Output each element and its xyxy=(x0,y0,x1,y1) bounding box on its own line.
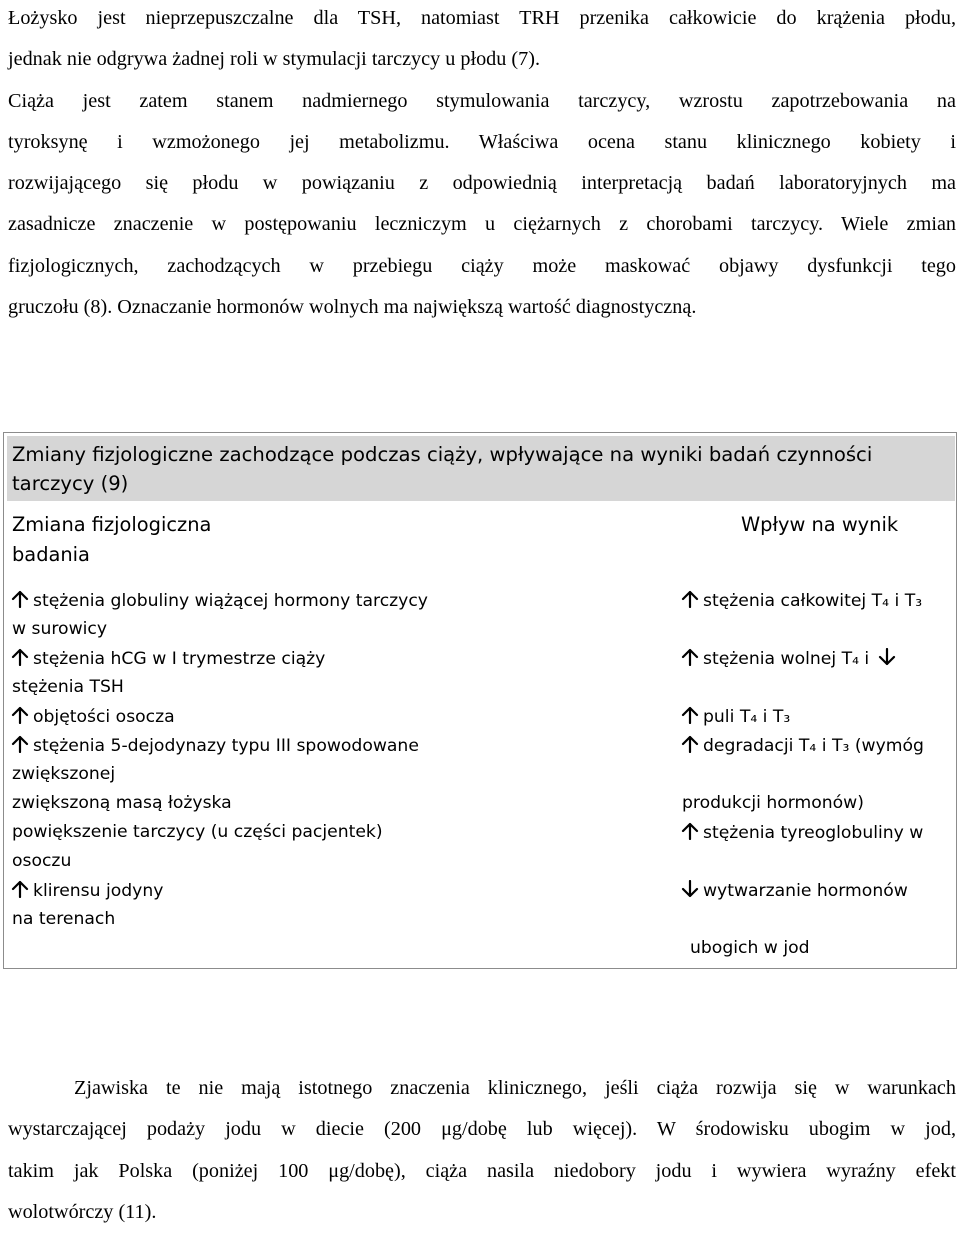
change-item: stężenia hCG w I trymestrze ciąży xyxy=(10,648,325,669)
effect-item: puli T₄ i T₃ xyxy=(680,706,790,727)
intro-paragraph xyxy=(8,0,956,328)
intro-line: zasadnicze znaczenie w postępowaniu leczniczym u ciężarnych z chorobami tarczycy. Wiele zmian xyxy=(8,213,956,236)
arrow-down-icon xyxy=(680,880,702,898)
column-header-change: Zmiana fizjologiczna xyxy=(12,513,212,536)
effect-item: stężenia całkowitej T₄ i T₃ xyxy=(680,590,922,611)
table-title-line: tarczycy (9) xyxy=(12,472,129,495)
effect-item-cont: produkcji hormonów) xyxy=(682,793,864,813)
arrow-up-icon xyxy=(680,648,702,666)
outro-line: takim jak Polska (poniżej 100 μg/dobę), ciąża nasila niedobory jodu i wywiera wyraźny efekt xyxy=(8,1159,956,1182)
table-title-line: Zmiany fizjologiczne zachodzące podczas ciąży, wpływające na wyniki badań czynności xyxy=(12,443,873,466)
arrow-up-icon xyxy=(680,735,702,753)
intro-line: fizjologicznych, zachodzących w przebiegu ciąży może maskować objawy dysfunkcji tego xyxy=(8,254,956,277)
intro-line: Ciąża jest zatem stanem nadmiernego stymulowania tarczycy, wzrostu zapotrzebowania na xyxy=(8,89,956,112)
intro-line: tyroksynę i wzmożonego jej metabolizmu. Właściwa ocena stanu klinicznego kobiety i xyxy=(8,130,956,153)
change-item-cont: zwiększoną masą łożyska xyxy=(12,793,232,813)
arrow-up-icon xyxy=(10,735,32,753)
change-item-cont: na terenach xyxy=(12,909,116,929)
effect-item: wytwarzanie hormonów xyxy=(680,880,908,901)
intro-line: rozwijającego się płodu w powiązaniu z odpowiednią interpretacją badań laboratoryjnych ma xyxy=(8,172,956,195)
change-item-cont: osoczu xyxy=(12,851,72,871)
change-item: stężenia globuliny wiążącej hormony tarczycy xyxy=(10,590,428,611)
change-item-cont: zwiększonej xyxy=(12,764,116,784)
outro-line: wolotwórczy (11). xyxy=(8,1200,157,1223)
arrow-up-icon xyxy=(10,648,32,666)
effect-item: stężenia wolnej T₄ i xyxy=(680,648,900,669)
intro-line: Łożysko jest nieprzepuszczalne dla TSH, natomiast TRH przenika całkowicie do krążenia płodu, xyxy=(8,7,956,29)
change-item: klirensu jodyny xyxy=(10,880,163,901)
change-item: powiększenie tarczycy (u części pacjentek) xyxy=(12,822,383,842)
column-header-effect: Wpływ na wynik xyxy=(741,513,899,536)
effect-item-cont: ubogich w jod xyxy=(690,938,810,958)
arrow-up-icon xyxy=(680,822,702,840)
column-header-change-cont: badania xyxy=(12,543,90,566)
outro-line: wystarczającej podaży jodu w diecie (200 μg/dobę lub więcej). W środowisku ubogim w jod, xyxy=(8,1118,956,1141)
arrow-up-icon xyxy=(680,590,702,608)
change-item-cont: w surowicy xyxy=(12,619,108,639)
change-item-cont: stężenia TSH xyxy=(12,677,124,697)
arrow-up-icon xyxy=(10,880,32,898)
arrow-down-icon xyxy=(877,648,899,666)
thyroid-changes-table xyxy=(3,432,957,969)
outro-paragraph xyxy=(8,1068,956,1233)
arrow-up-icon xyxy=(10,706,32,724)
outro-line: Zjawiska te nie mają istotnego znaczenia klinicznego, jeśli ciąża rozwija się w warunkach xyxy=(74,1077,956,1099)
table-title-bar xyxy=(7,436,955,501)
intro-line: jednak nie odgrywa żadnej roli w stymulacji tarczycy u płodu (7). xyxy=(8,48,540,71)
arrow-up-icon xyxy=(680,706,702,724)
intro-line: gruczołu (8). Oznaczanie hormonów wolnych ma największą wartość diagnostyczną. xyxy=(8,296,697,319)
arrow-up-icon xyxy=(10,590,32,608)
change-item: objętości osocza xyxy=(10,706,175,727)
change-item: stężenia 5-dejodynazy typu III spowodowane xyxy=(10,735,419,756)
effect-item: degradacji T₄ i T₃ (wymóg xyxy=(680,735,924,756)
effect-item: stężenia tyreoglobuliny w xyxy=(680,822,923,843)
